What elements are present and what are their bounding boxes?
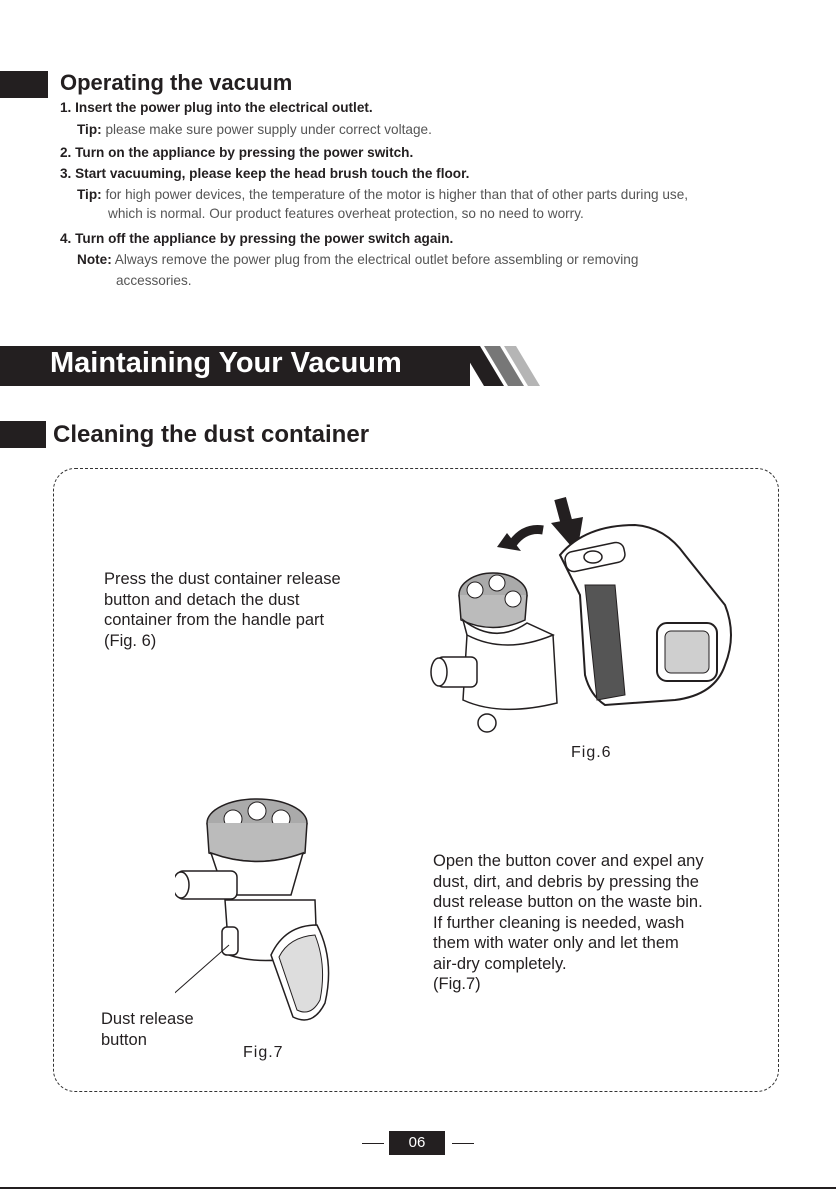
note-text: Always remove the power plug from the electrical outlet before assembling or removing xyxy=(114,252,639,267)
maintaining-title: Maintaining Your Vacuum xyxy=(50,347,402,379)
cleaning-title: Cleaning the dust container xyxy=(53,421,370,448)
step-1-tip xyxy=(77,122,432,137)
note-label: Note: xyxy=(77,252,112,267)
fig6-illustration xyxy=(425,495,745,755)
step-3: 3. Start vacuuming, please keep the head brush touch the floor. xyxy=(60,166,470,181)
step-3-tip-cont: which is normal. Our product features overheat protection, so no need to worry. xyxy=(108,206,584,221)
step-4-note-cont: accessories. xyxy=(116,273,192,288)
bottom-rule xyxy=(0,1187,836,1189)
section-marker xyxy=(0,71,48,98)
page-number-dash-left xyxy=(362,1143,384,1144)
dust-release-callout xyxy=(101,1009,194,1050)
step-4-note xyxy=(77,252,638,267)
tip-text: please make sure power supply under correct voltage. xyxy=(105,122,432,137)
fig6-line: button and detach the dust xyxy=(104,590,300,609)
fig6-line: container from the handle part xyxy=(104,611,325,629)
callout-line: Dust release xyxy=(101,1010,194,1028)
tip-label: Tip: xyxy=(77,122,102,137)
page-number-dash-right xyxy=(452,1143,474,1144)
step-3-tip xyxy=(77,187,688,202)
fig7-instructions xyxy=(433,851,763,995)
tip-label: Tip: xyxy=(77,187,102,202)
page-number: 06 xyxy=(389,1131,445,1155)
fig7-line: If further cleaning is needed, wash xyxy=(433,913,685,932)
fig6-line: Press the dust container release xyxy=(104,570,341,588)
fig7-line: dust, dirt, and debris by pressing the xyxy=(433,872,699,891)
fig7-illustration xyxy=(175,795,345,1035)
step-4: 4. Turn off the appliance by pressing the power switch again. xyxy=(60,231,454,246)
fig7-line: air-dry completely. xyxy=(433,954,567,973)
step-2: 2. Turn on the appliance by pressing the power switch. xyxy=(60,145,414,160)
fig7-line: dust release button on the waste bin. xyxy=(433,893,703,911)
tip-text: for high power devices, the temperature of the motor is higher than that of other parts during use, xyxy=(105,187,689,202)
fig7-line: (Fig.7) xyxy=(433,975,481,993)
fig6-line: (Fig. 6) xyxy=(104,631,157,650)
fig7-line: them with water only and let them xyxy=(433,934,679,952)
fig6-caption: Fig.6 xyxy=(571,744,612,761)
fig7-line: Open the button cover and expel any xyxy=(433,852,704,870)
callout-line: button xyxy=(101,1030,147,1049)
step-1: 1. Insert the power plug into the electrical outlet. xyxy=(60,100,373,115)
banner-stripes xyxy=(460,346,540,386)
section-marker xyxy=(0,421,46,448)
fig7-caption: Fig.7 xyxy=(243,1044,284,1061)
operating-title: Operating the vacuum xyxy=(60,70,293,95)
fig6-instructions xyxy=(104,569,374,651)
